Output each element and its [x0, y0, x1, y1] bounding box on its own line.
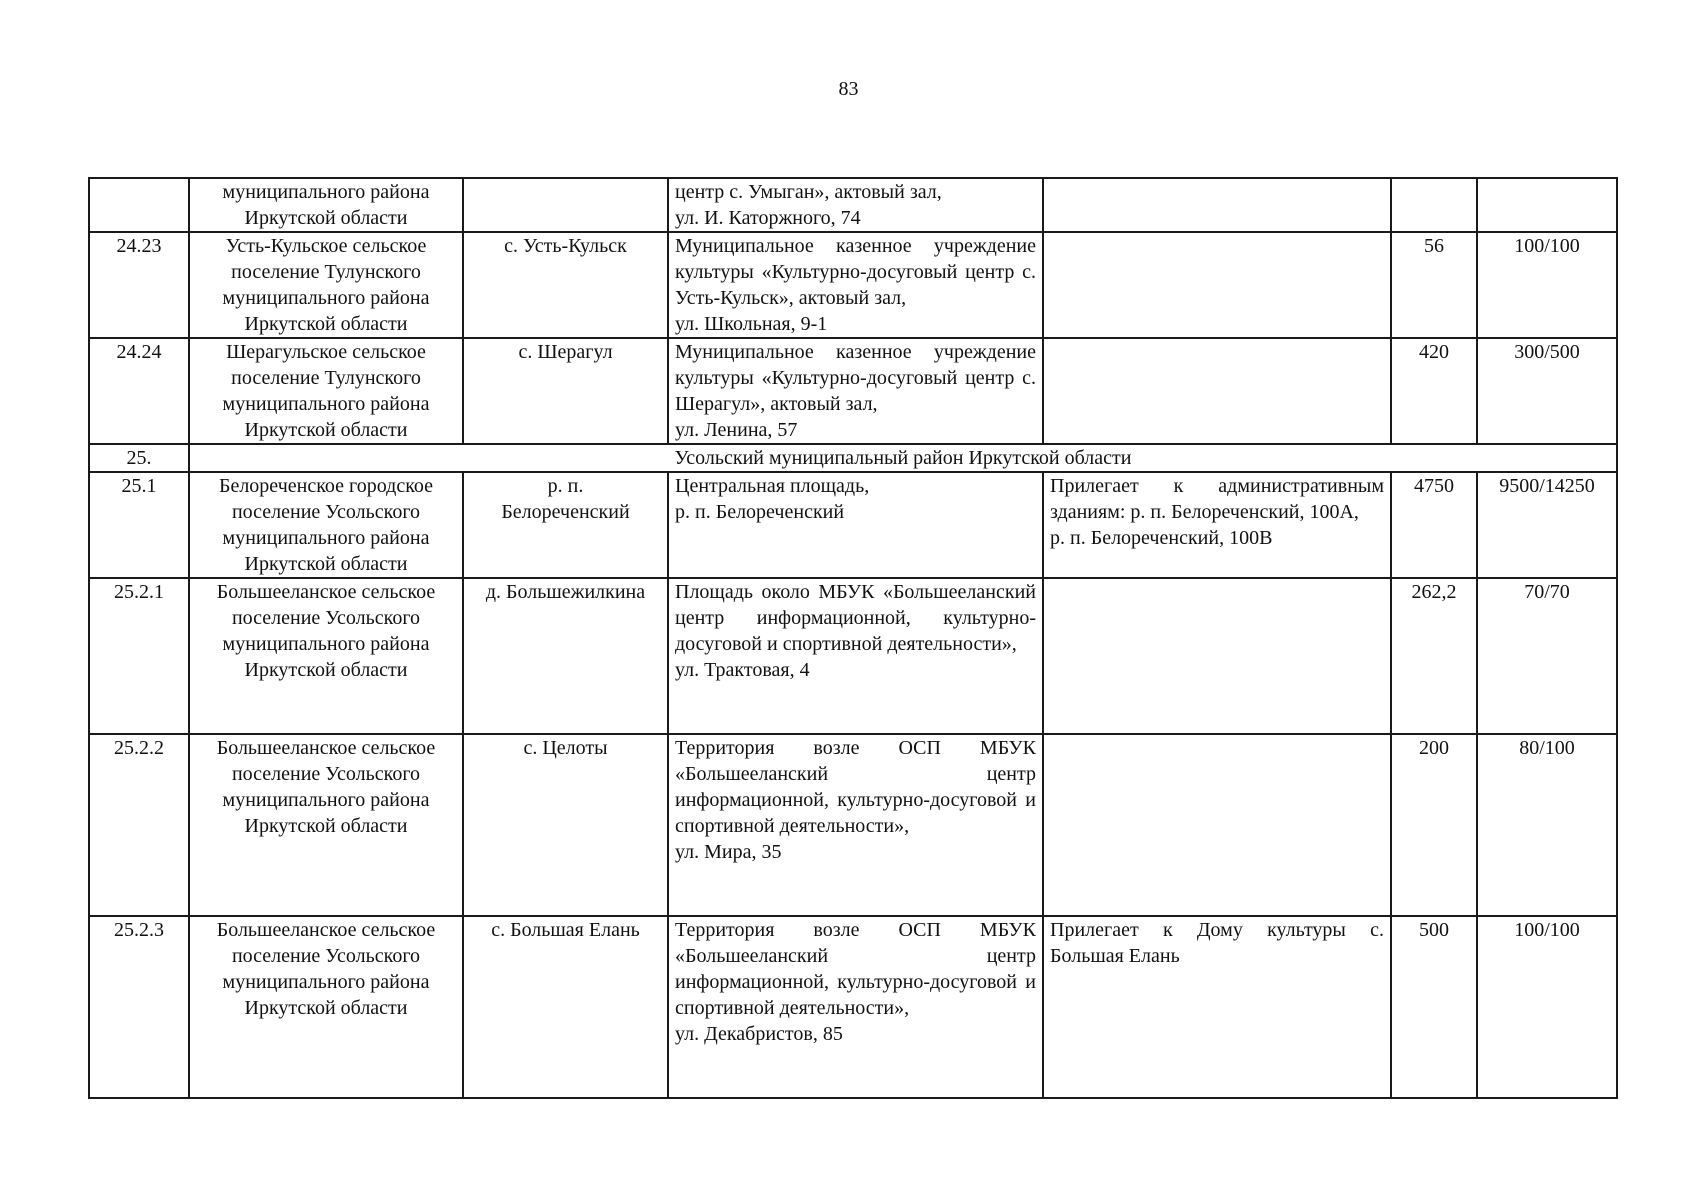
venue-address: Территория возле ОСП МБУК «Большееланский центр информационной, культурно-досуговой и спортивной деятельности», ул. Декабристов, 85: [668, 916, 1043, 1098]
venue-address: центр с. Умыган», актовый зал, ул. И. Каторжного, 74: [668, 178, 1043, 232]
page-number: 83: [838, 78, 859, 100]
table-row: [89, 232, 1617, 338]
settlement: [463, 178, 668, 232]
row-number: 24.23: [89, 232, 189, 338]
area-value: 4750: [1391, 472, 1477, 578]
capacity-value: 70/70: [1477, 578, 1617, 734]
municipality-name: Большееланское сельское поселение Усольского муниципального района Иркутской области: [189, 578, 463, 734]
venue-address: Площадь около МБУК «Большееланский центр информационной, культурно-досуговой и спортивной деятельности», ул. Трактовая, 4: [668, 578, 1043, 734]
table-row: [89, 338, 1617, 444]
table-row: [89, 178, 1617, 232]
settlement: р. п. Белореченский: [463, 472, 668, 578]
row-number: 24.24: [89, 338, 189, 444]
row-number: 25.1: [89, 472, 189, 578]
table-row: [89, 472, 1617, 578]
row-number: [89, 178, 189, 232]
capacity-value: 9500/14250: [1477, 472, 1617, 578]
venue-note: Прилегает к Дому культуры с. Большая Елань: [1043, 916, 1391, 1098]
settlement: с. Целоты: [463, 734, 668, 916]
venue-note: [1043, 178, 1391, 232]
capacity-value: 80/100: [1477, 734, 1617, 916]
capacity-value: 100/100: [1477, 916, 1617, 1098]
section-header-row: [89, 444, 1617, 472]
settlement: с. Шерагул: [463, 338, 668, 444]
settlement: с. Большая Елань: [463, 916, 668, 1098]
area-value: 500: [1391, 916, 1477, 1098]
venue-note: [1043, 232, 1391, 338]
area-value: 262,2: [1391, 578, 1477, 734]
settlement: с. Усть-Кульск: [463, 232, 668, 338]
municipality-name: муниципального района Иркутской области: [189, 178, 463, 232]
venue-address: Центральная площадь, р. п. Белореченский: [668, 472, 1043, 578]
table-row: [89, 916, 1617, 1098]
venues-table: [88, 177, 1618, 1099]
area-value: 420: [1391, 338, 1477, 444]
municipality-name: Усть-Кульское сельское поселение Тулунского муниципального района Иркутской области: [189, 232, 463, 338]
capacity-value: [1477, 178, 1617, 232]
area-value: 200: [1391, 734, 1477, 916]
capacity-value: 100/100: [1477, 232, 1617, 338]
capacity-value: 300/500: [1477, 338, 1617, 444]
venue-note: [1043, 734, 1391, 916]
table-row: [89, 578, 1617, 734]
municipality-name: Большееланское сельское поселение Усольского муниципального района Иркутской области: [189, 734, 463, 916]
table-row: [89, 734, 1617, 916]
area-value: 56: [1391, 232, 1477, 338]
venue-address: Территория возле ОСП МБУК «Большееланский центр информационной, культурно-досуговой и спортивной деятельности», ул. Мира, 35: [668, 734, 1043, 916]
municipality-name: Шерагульское сельское поселение Тулунского муниципального района Иркутской области: [189, 338, 463, 444]
row-number: 25.2.3: [89, 916, 189, 1098]
municipality-name: Белореченское городское поселение Усольского муниципального района Иркутской области: [189, 472, 463, 578]
section-title: Усольский муниципальный район Иркутской области: [189, 444, 1617, 472]
venue-note: [1043, 338, 1391, 444]
municipality-name: Большееланское сельское поселение Усольского муниципального района Иркутской области: [189, 916, 463, 1098]
venue-address: Муниципальное казенное учреждение культуры «Культурно-досуговый центр с. Усть-Кульск», актовый зал, ул. Школьная, 9-1: [668, 232, 1043, 338]
venue-note: [1043, 578, 1391, 734]
venue-address: Муниципальное казенное учреждение культуры «Культурно-досуговый центр с. Шерагул», актовый зал, ул. Ленина, 57: [668, 338, 1043, 444]
venue-note: Прилегает к административным зданиям: р. п. Белореченский, 100А, р. п. Белореченский, 100В: [1043, 472, 1391, 578]
settlement: д. Большежилкина: [463, 578, 668, 734]
area-value: [1391, 178, 1477, 232]
row-number: 25.2.2: [89, 734, 189, 916]
section-number: 25.: [89, 444, 189, 472]
row-number: 25.2.1: [89, 578, 189, 734]
